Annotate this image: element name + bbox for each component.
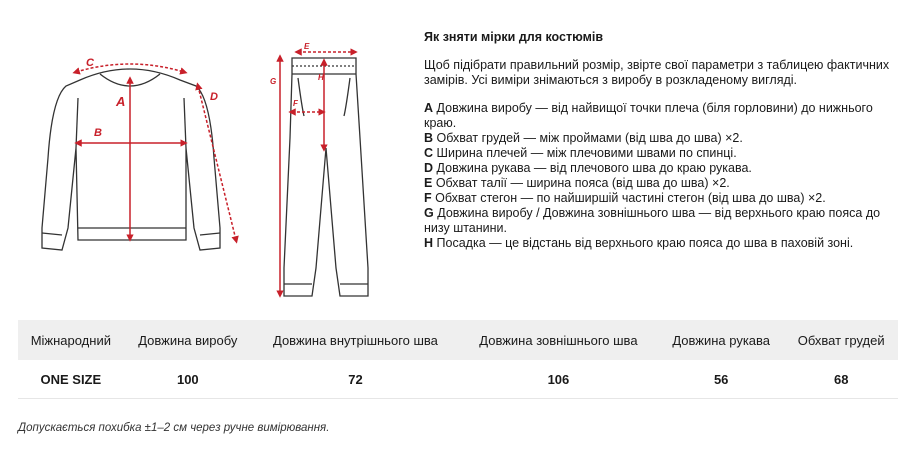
size-table-container [18,320,898,399]
header-sleeve-length: Довжина рукава [658,320,785,360]
definition-text: Довжина виробу / Довжина зовнішнього шва — від верхнього краю пояса до низу штанини. [424,206,881,235]
table-row [18,360,898,399]
definition-text: Обхват талії — ширина пояса (від шва до шва) ×2. [435,176,730,190]
definition-item [424,146,904,161]
definition-letter: D [424,161,434,175]
definition-letter: C [424,146,434,160]
header-product-length: Довжина виробу [124,320,252,360]
tolerance-note: Допускається похибка ±1–2 см через ручне вимірювання. [18,422,330,434]
label-g: G [270,77,277,86]
label-c: C [86,57,94,69]
header-inseam-length: Довжина внутрішнього шва [252,320,459,360]
definition-item [424,191,904,206]
guide-title: Як зняти мірки для костюмів [424,30,604,44]
label-a: A [116,94,126,109]
definition-text: Довжина рукава — від плечового шва до краю рукава. [436,161,752,175]
definition-text: Обхват стегон — по найширшій частині стегон (від шва до шва) ×2. [435,191,826,205]
definition-item [424,236,904,251]
sweatshirt-drawing [42,69,220,250]
size-table [18,320,898,399]
measurement-guide [424,30,904,251]
definition-text: Обхват грудей — між проймами (від шва до шва) ×2. [436,131,743,145]
label-d: D [210,91,218,103]
definition-list [424,101,904,251]
garment-illustration [18,28,398,308]
cell-size: ONE SIZE [18,360,124,399]
pants-drawing [284,58,368,296]
definition-item [424,101,904,131]
definition-text: Довжина виробу — від найвищої точки плеча (біля горловини) до нижнього краю. [424,101,873,130]
definition-item [424,206,904,236]
header-outseam-length: Довжина зовнішнього шва [459,320,658,360]
header-chest-girth: Обхват грудей [784,320,898,360]
cell-sleeve-length: 56 [658,360,785,399]
definition-text: Ширина плечей — між плечовими швами по спинці. [436,146,737,160]
cell-chest-girth: 68 [784,360,898,399]
definition-item [424,131,904,146]
label-e: E [304,42,310,51]
definition-item [424,161,904,176]
cell-product-length: 100 [124,360,252,399]
definition-item [424,176,904,191]
definition-letter: G [424,206,434,220]
guide-intro: Щоб підібрати правильний розмір, звірте свої параметри з таблицею фактичних замірів. Усі виміри знімаються з виробу в розкладеному вигляді. [424,58,890,87]
header-international: Міжнародний [18,320,124,360]
cell-inseam-length: 72 [252,360,459,399]
label-f: F [293,99,298,108]
label-b: B [94,127,102,139]
definition-letter: A [424,101,434,115]
definition-letter: F [424,191,432,205]
definition-letter: H [424,236,434,250]
definition-letter: B [424,131,434,145]
definition-text: Посадка — це відстань від верхнього краю пояса до шва в паховій зоні. [436,236,854,250]
label-h: H [318,73,324,82]
cell-outseam-length: 106 [459,360,658,399]
definition-letter: E [424,176,433,190]
table-header-row [18,320,898,360]
